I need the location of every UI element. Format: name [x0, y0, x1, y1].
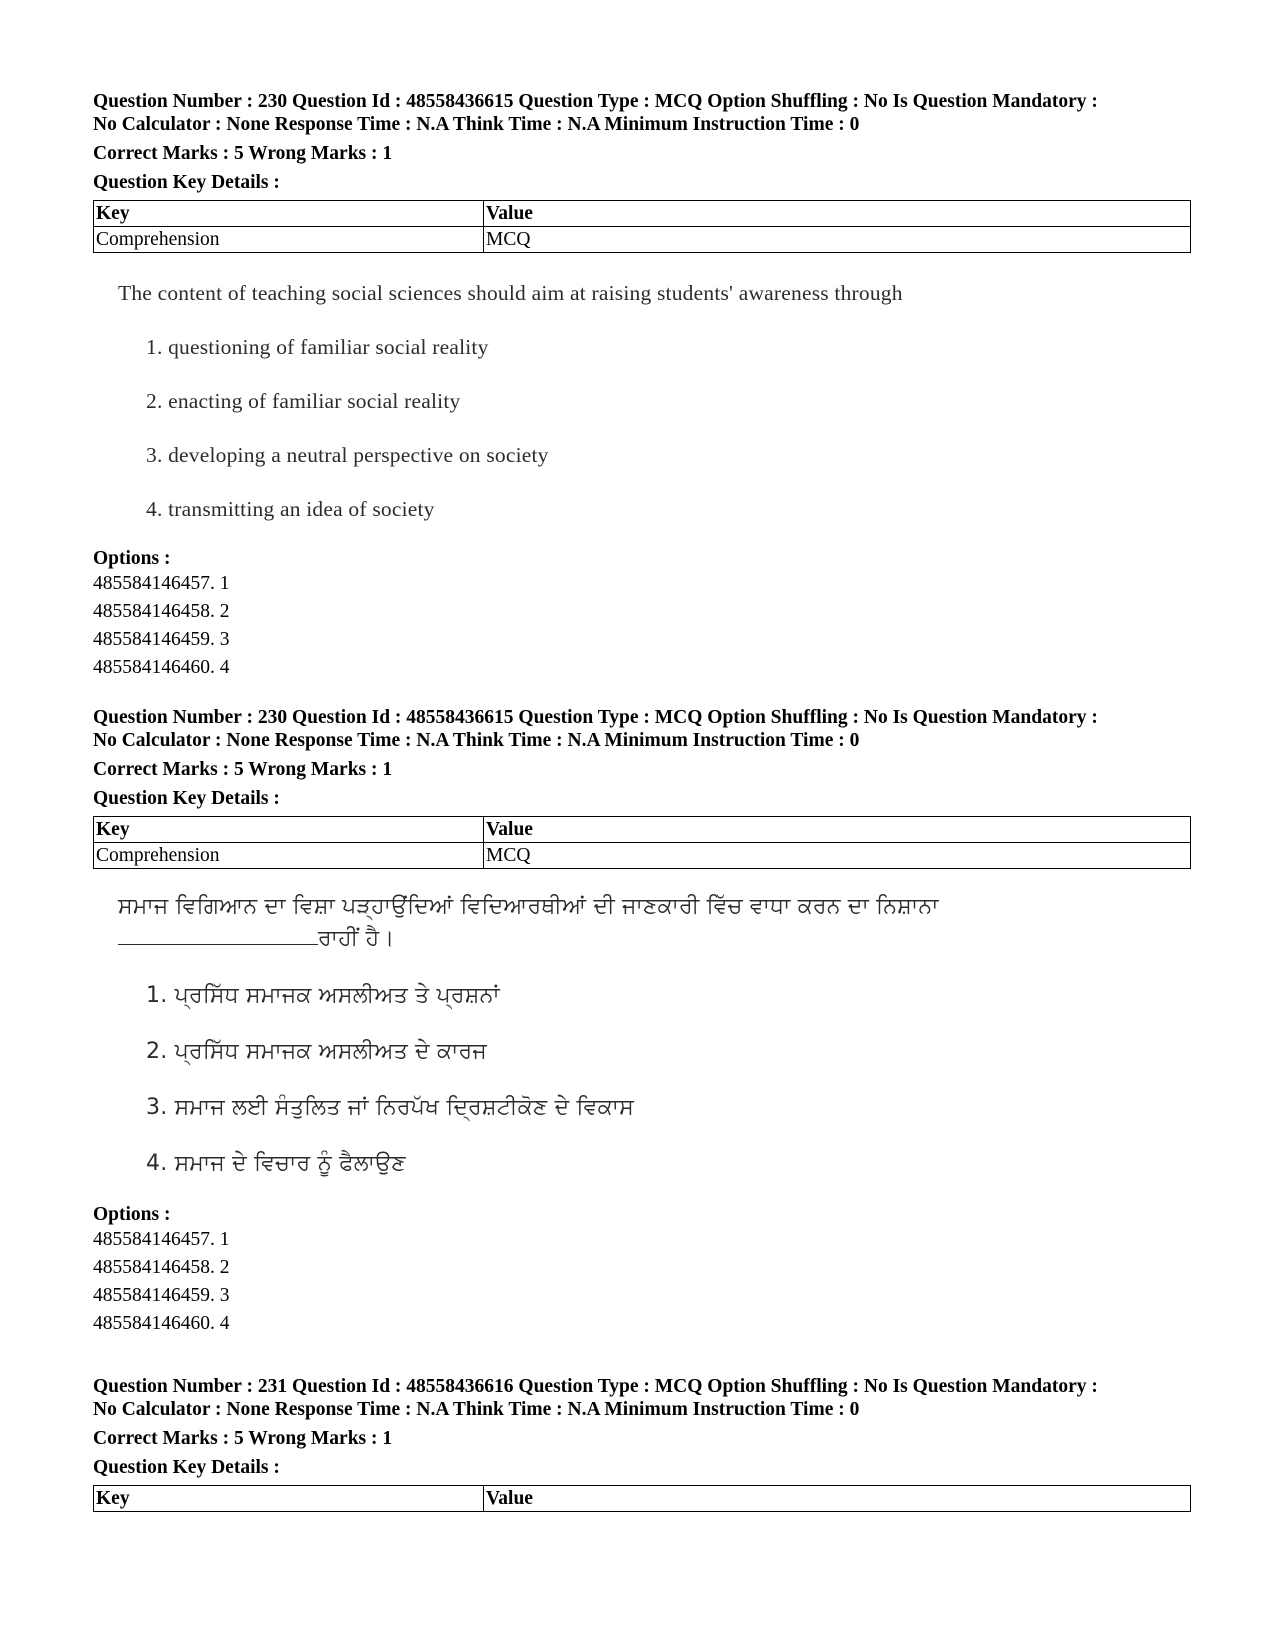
question-marks: Correct Marks : 5 Wrong Marks : 1: [93, 143, 393, 164]
question-marks: Correct Marks : 5 Wrong Marks : 1: [93, 1428, 393, 1449]
question-option: 3. ਸਮਾਜ ਲਈ ਸੰਤੁਲਿਤ ਜਾਂ ਨਿਰਪੱਖ ਦ੍ਰਿਸ਼ਟੀਕੋਣ ਦੇ ਵਿਕਾਸ: [146, 1095, 634, 1120]
question-meta: [93, 706, 1193, 752]
option-id-line: 485584146459. 3: [93, 629, 230, 650]
question-block: [93, 1375, 1193, 1512]
key-details-label: Question Key Details :: [93, 788, 280, 809]
table-row: [94, 227, 1191, 253]
question-meta-line-1: Question Number : 230 Question Id : 48558436615 Question Type : MCQ Option Shuffling : No Is Question Mandatory :: [93, 707, 1098, 728]
question-stem: The content of teaching social sciences should aim at raising students' awareness through: [118, 281, 903, 305]
option-id-line: 485584146458. 2: [93, 601, 230, 622]
key-details-table: [93, 1485, 1191, 1512]
table-header-key: Key: [94, 817, 484, 843]
question-option: 2. ਪ੍ਰਸਿੱਧ ਸਮਾਜਕ ਅਸਲੀਅਤ ਦੇ ਕਾਰਜ: [146, 1039, 487, 1064]
key-details-label: Question Key Details :: [93, 1457, 280, 1478]
key-details-table: [93, 200, 1191, 253]
question-option: 4. ਸਮਾਜ ਦੇ ਵਿਚਾਰ ਨੂੰ ਫੈਲਾਉਣ: [146, 1151, 406, 1176]
question-option: 4. transmitting an idea of society: [146, 497, 435, 521]
option-id-line: 485584146460. 4: [93, 1313, 230, 1334]
table-cell-value: MCQ: [484, 843, 1191, 869]
table-cell-value: MCQ: [484, 227, 1191, 253]
question-meta-line-2: No Calculator : None Response Time : N.A Think Time : N.A Minimum Instruction Time : 0: [93, 1399, 860, 1420]
table-header-key: Key: [94, 201, 484, 227]
question-meta: [93, 1375, 1193, 1421]
option-id-line: 485584146458. 2: [93, 1257, 230, 1278]
question-option: 2. enacting of familiar social reality: [146, 389, 461, 413]
question-meta-line-2: No Calculator : None Response Time : N.A Think Time : N.A Minimum Instruction Time : 0: [93, 114, 860, 135]
option-id-line: 485584146459. 3: [93, 1285, 230, 1306]
question-option: 3. developing a neutral perspective on society: [146, 443, 549, 467]
table-cell-key: Comprehension: [94, 843, 484, 869]
table-header-key: Key: [94, 1486, 484, 1512]
question-meta-line-1: Question Number : 230 Question Id : 48558436615 Question Type : MCQ Option Shuffling : No Is Question Mandatory :: [93, 91, 1098, 112]
option-id-line: 485584146457. 1: [93, 573, 230, 594]
question-image: [118, 279, 1193, 523]
question-marks: Correct Marks : 5 Wrong Marks : 1: [93, 759, 393, 780]
key-details-table: [93, 816, 1191, 869]
options-label: Options :: [93, 1204, 171, 1225]
option-id-line: 485584146460. 4: [93, 657, 230, 678]
table-header-value: Value: [484, 1486, 1191, 1512]
question-image: [118, 891, 1193, 1179]
key-details-label: Question Key Details :: [93, 172, 280, 193]
question-meta-line-2: No Calculator : None Response Time : N.A Think Time : N.A Minimum Instruction Time : 0: [93, 730, 860, 751]
table-cell-key: Comprehension: [94, 227, 484, 253]
question-stem-line-1: ਸਮਾਜ ਵਿਗਿਆਨ ਦਾ ਵਿਸ਼ਾ ਪੜ੍ਹਾਉਂਦਿਆਂ ਵਿਦਿਆਰਥੀਆਂ ਦੀ ਜਾਣਕਾਰੀ ਵਿੱਚ ਵਾਧਾ ਕਰਨ ਦਾ ਨਿਸ਼ਾਨਾ: [118, 894, 939, 919]
table-header-row: [94, 817, 1191, 843]
question-block: [93, 706, 1193, 1338]
question-block: [93, 90, 1193, 682]
question-meta: [93, 90, 1193, 136]
question-stem-line-2: [118, 923, 1193, 955]
question-stem-tail: ਰਾਹੀਂ ਹੈ।: [318, 926, 395, 951]
table-header-value: Value: [484, 201, 1191, 227]
table-header-value: Value: [484, 817, 1191, 843]
table-header-row: [94, 1486, 1191, 1512]
answer-blank: [118, 924, 318, 945]
question-meta-line-1: Question Number : 231 Question Id : 48558436616 Question Type : MCQ Option Shuffling : No Is Question Mandatory :: [93, 1376, 1098, 1397]
option-id-line: 485584146457. 1: [93, 1229, 230, 1250]
question-option: 1. ਪ੍ਰਸਿੱਧ ਸਮਾਜਕ ਅਸਲੀਅਤ ਤੇ ਪ੍ਰਸ਼ਨਾਂ: [146, 983, 500, 1008]
table-header-row: [94, 201, 1191, 227]
table-row: [94, 843, 1191, 869]
question-option: 1. questioning of familiar social reality: [146, 335, 489, 359]
options-label: Options :: [93, 548, 171, 569]
